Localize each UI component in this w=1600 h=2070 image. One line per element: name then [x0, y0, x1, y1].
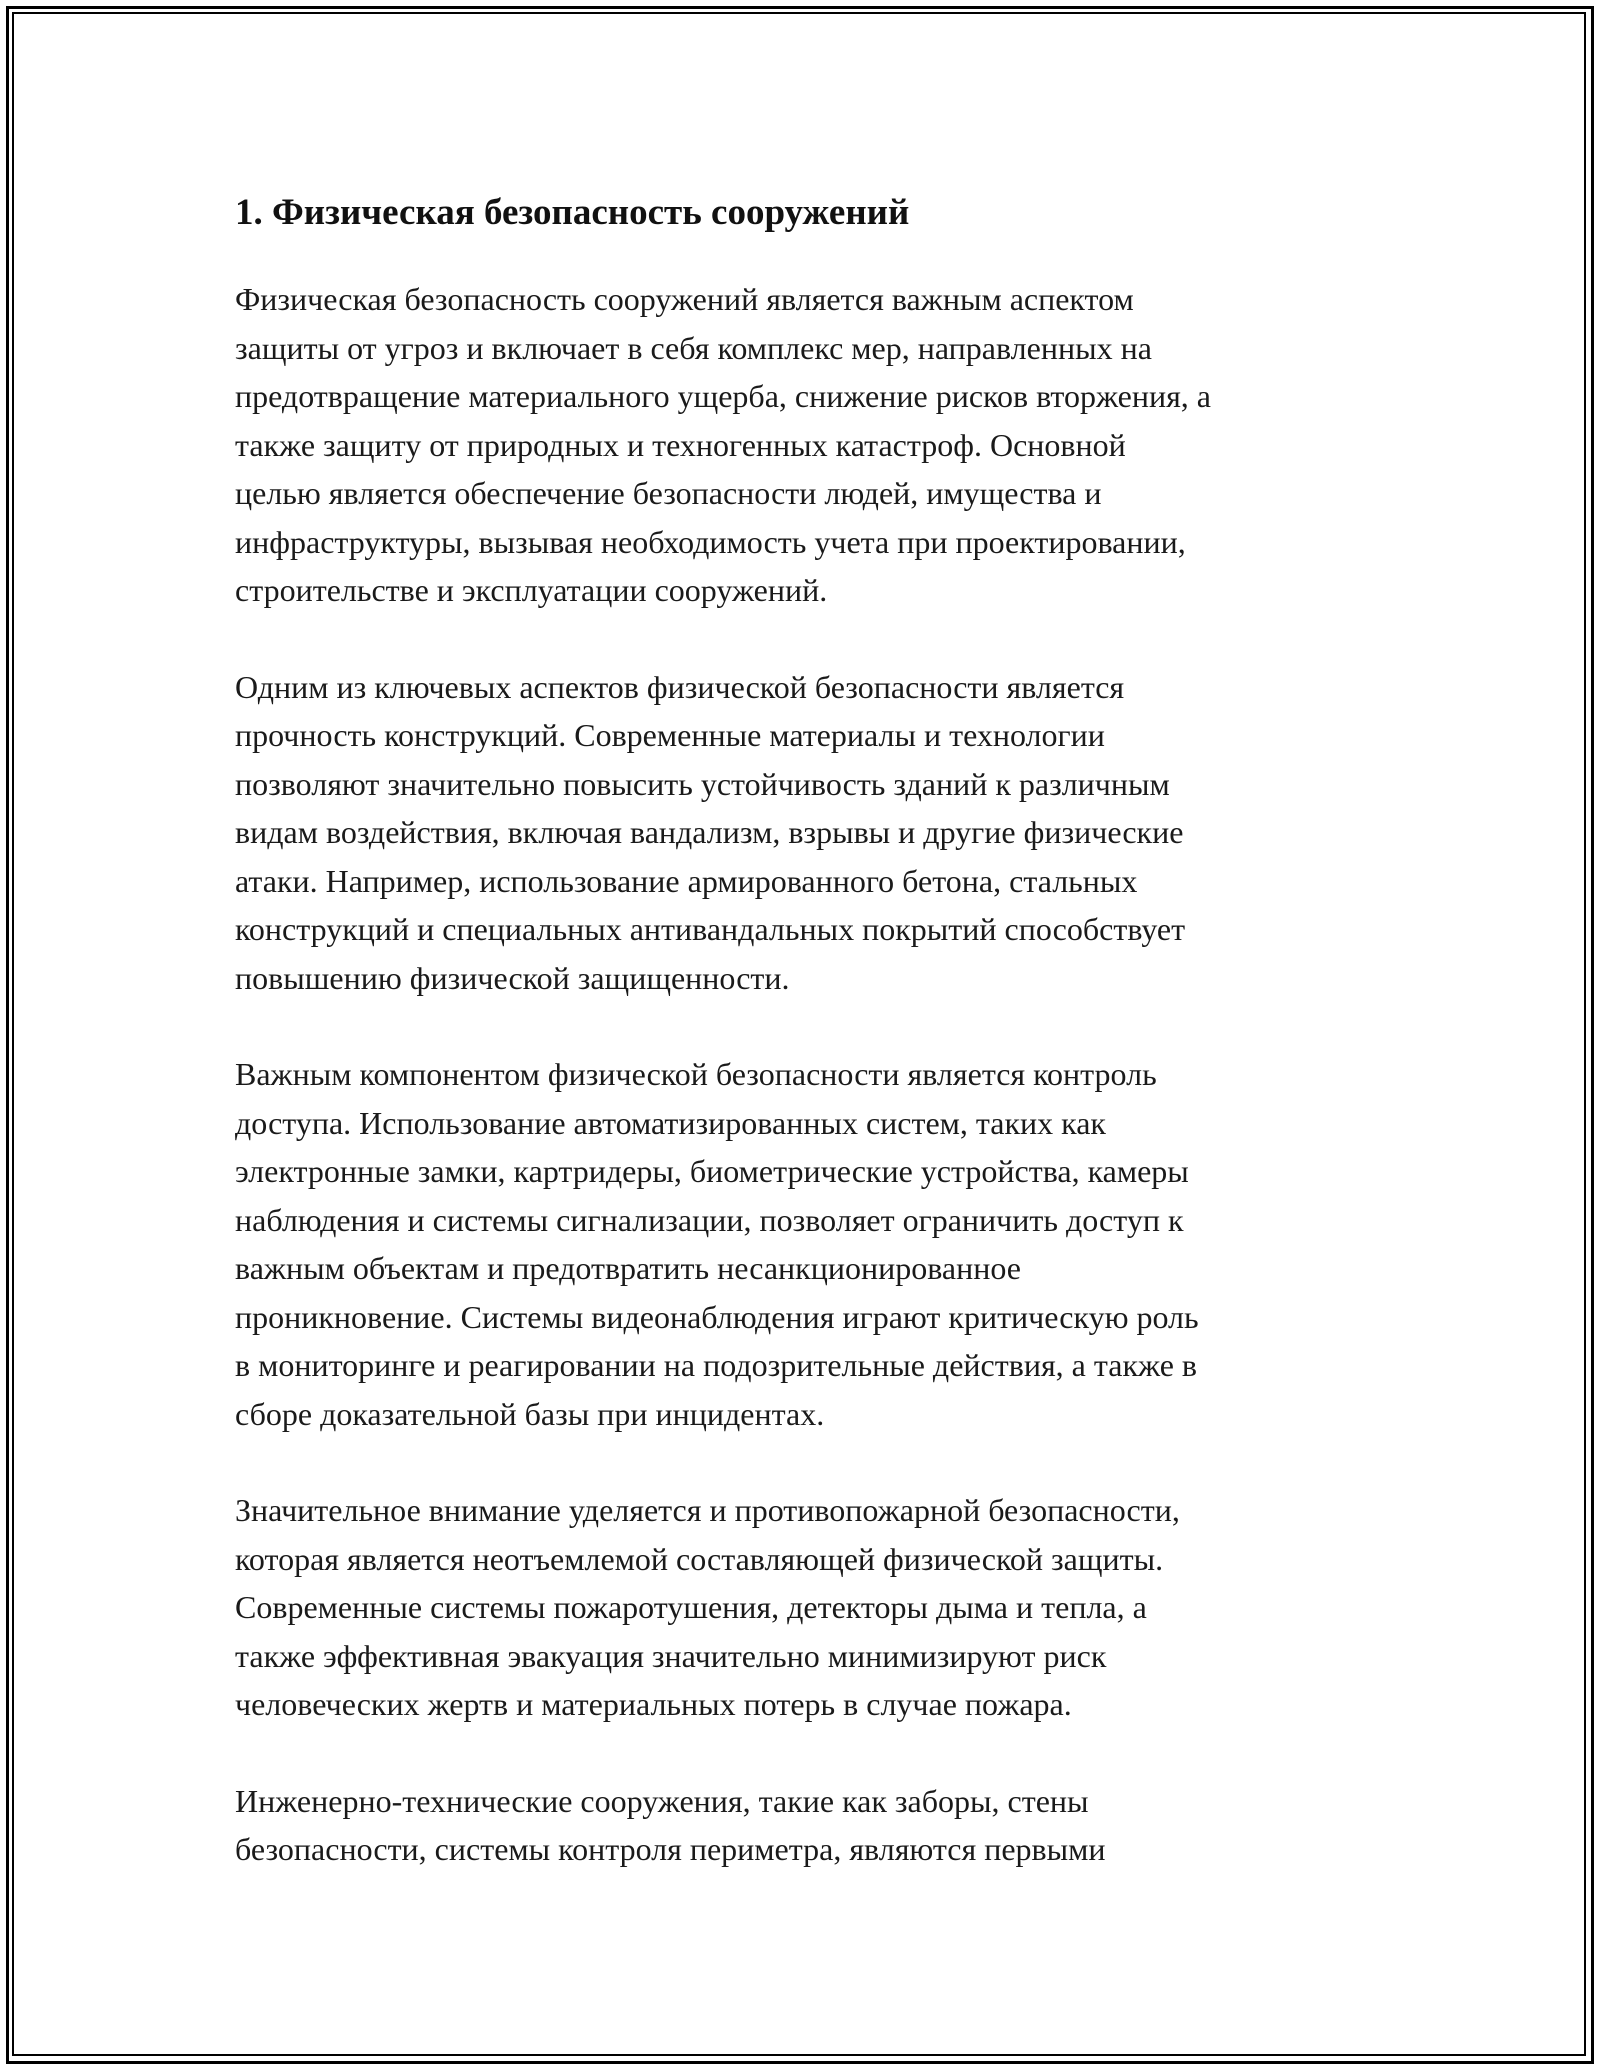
- paragraph-line: инфраструктуры, вызывая необходимость учета при проектировании,: [235, 523, 1186, 560]
- paragraph-line: Важным компонентом физической безопасности является контроль: [235, 1056, 1157, 1092]
- paragraph: [235, 663, 1385, 1003]
- paragraph-line: в мониторинге и реагировании на подозрительные действия, а также в: [235, 1347, 1197, 1383]
- section-heading: 1. Физическая безопасность сооружений: [235, 192, 910, 233]
- paragraph-line: защиты от угроз и включает в себя комплекс мер, направленных на: [235, 329, 1152, 366]
- paragraph-line: которая является неотъемлемой составляющей физической защиты.: [235, 1540, 1164, 1577]
- paragraph-line: видам воздействия, включая вандализм, взрывы и другие физические: [235, 814, 1184, 850]
- paragraph: [235, 1777, 1385, 1874]
- paragraph: [235, 1486, 1385, 1729]
- paragraph-line: Современные системы пожаротушения, детекторы дыма и тепла, а: [235, 1589, 1147, 1625]
- paragraph-line: безопасности, системы контроля периметра, являются первыми: [235, 1831, 1106, 1867]
- paragraph-line: конструкций и специальных антивандальных покрытий способствует: [235, 911, 1186, 947]
- paragraph-line: также эффективная эвакуация значительно минимизируют риск: [235, 1637, 1107, 1674]
- paragraph-line: важным объектам и предотвратить несанкционированное: [235, 1250, 1021, 1286]
- paragraph-line: доступа. Использование автоматизированных систем, таких как: [235, 1104, 1106, 1141]
- paragraph-line: человеческих жертв и материальных потерь в случае пожара.: [235, 1686, 1072, 1722]
- paragraph-line: целью является обеспечение безопасности людей, имущества и: [235, 475, 1102, 511]
- paragraph-line: Одним из ключевых аспектов физической безопасности является: [235, 668, 1125, 705]
- paragraph-line: проникновение. Системы видеонаблюдения играют критическую роль: [235, 1298, 1199, 1335]
- paragraph-line: электронные замки, картридеры, биометрические устройства, камеры: [235, 1153, 1189, 1189]
- paragraph-line: предотвращение материального ущерба, снижение рисков вторжения, а: [235, 378, 1211, 414]
- document-body: [235, 185, 1385, 1922]
- paragraph-line: также защиту от природных и техногенных катастроф. Основной: [235, 426, 1126, 463]
- paragraph: [235, 275, 1385, 615]
- paragraph-line: Инженерно-технические сооружения, такие как заборы, стены: [235, 1782, 1089, 1819]
- paragraph-line: позволяют значительно повысить устойчивость зданий к различным: [235, 765, 1170, 802]
- paragraph-line: прочность конструкций. Современные материалы и технологии: [235, 717, 1105, 753]
- paragraph-line: Значительное внимание уделяется и противопожарной безопасности,: [235, 1492, 1180, 1528]
- paragraph-line: сборе доказательной базы при инцидентах.: [235, 1395, 825, 1432]
- paragraph-line: Физическая безопасность сооружений является важным аспектом: [235, 281, 1134, 317]
- paragraph: [235, 1050, 1385, 1438]
- paragraph-list: [235, 275, 1385, 1874]
- paragraph-line: строительстве и эксплуатации сооружений.: [235, 572, 828, 608]
- paragraph-line: наблюдения и системы сигнализации, позволяет ограничить доступ к: [235, 1201, 1184, 1238]
- paragraph-line: атаки. Например, использование армированного бетона, стальных: [235, 862, 1138, 899]
- paragraph-line: повышению физической защищенности.: [235, 959, 790, 996]
